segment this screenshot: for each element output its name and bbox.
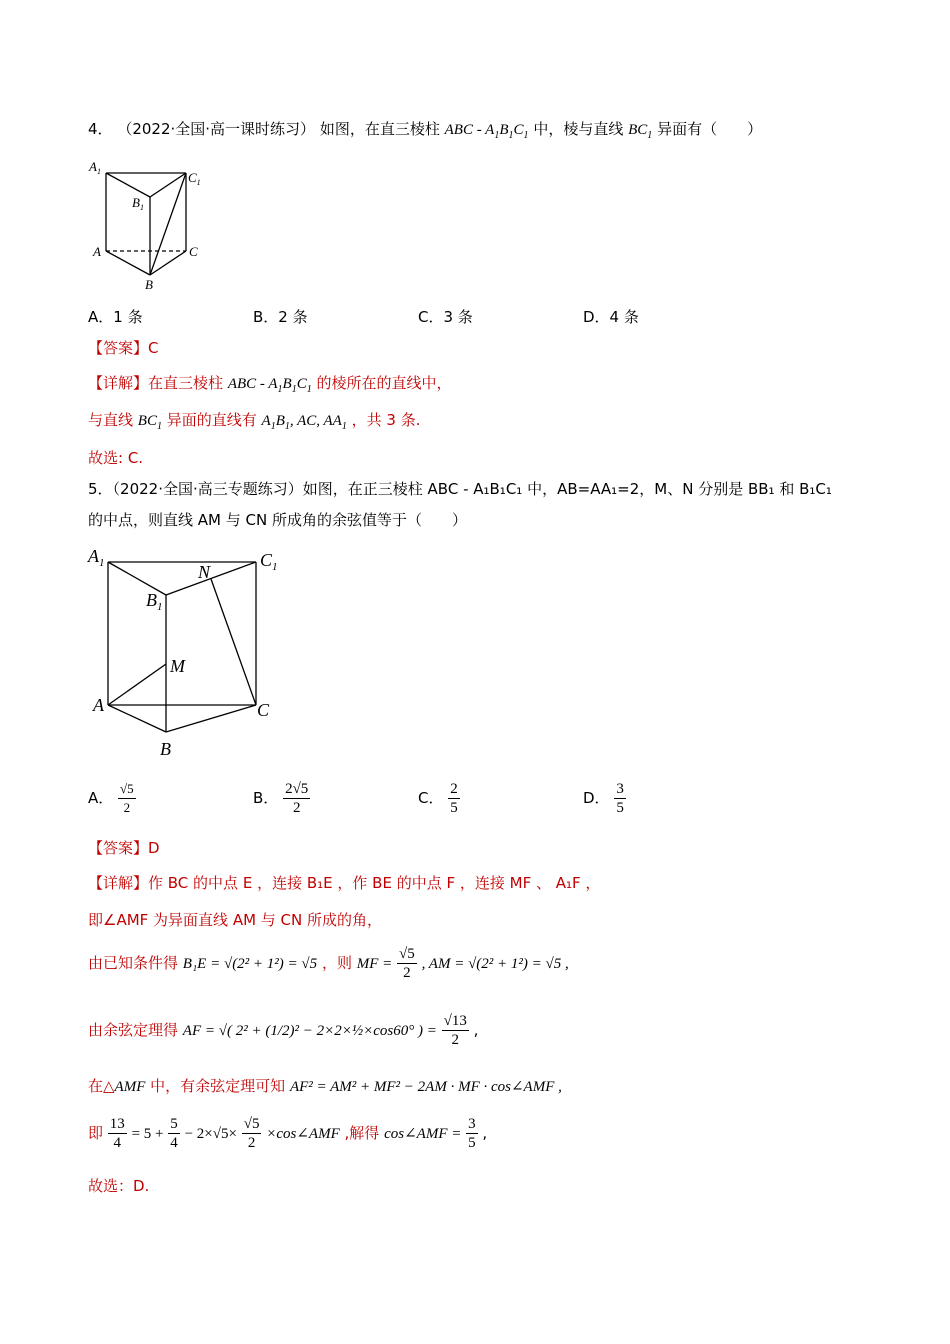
q4-option-a[interactable]: A．1 条 <box>88 308 143 326</box>
label-B: B <box>160 739 171 759</box>
q5-answer: 【答案】D <box>88 839 160 857</box>
q5-option-c[interactable]: C． $\frac{2}{5}$ <box>418 781 458 816</box>
q4-answer: 【答案】C <box>88 339 159 357</box>
q4-stem: 4． （2022·全国·高一课时练习） 如图，在直三棱柱 ABC - $A_1B_1C_1$ 中，棱与直线 $BC_1$ 异面有（ ） <box>88 120 763 141</box>
q4-prism-figure <box>86 155 216 295</box>
q4-number: 4． <box>88 120 113 138</box>
q5-detail-6: 即 $\frac{13}{4}$ = 5 + $\frac{5}{4}$ − 2×√5× $\frac{√5}{2}$ ×cos∠AMF ,解得 cos∠AMF = $\frac{3}{5}$ , <box>88 1116 488 1151</box>
q4-option-d[interactable]: D．4 条 <box>583 308 639 326</box>
label-B1: $B_1$ <box>132 195 144 212</box>
q4-detail-1: 【详解】在直三棱柱 ABC - $A_1B_1C_1$ 的棱所在的直线中， <box>88 374 452 395</box>
q5-stem-2: 的中点，则直线 AM 与 CN 所成角的余弦值等于（ ） <box>88 511 467 529</box>
label-A1: $A_1$ <box>89 159 101 176</box>
q5-detail-4: 由余弦定理得 AF = √( 2² + (1/2)² − 2×2×½×cos60° ) = $\frac{√13}{2}$ , <box>88 1013 479 1048</box>
q5-detail-1: 【详解】作 BC 的中点 E ，连接 B₁E ，作 BE 的中点 F ，连接 MF 、 A₁F ， <box>88 874 601 892</box>
label-C: C <box>189 244 198 259</box>
label-C1: $C_1$ <box>260 550 278 573</box>
q5-prism-figure <box>86 540 296 765</box>
q4-choose: 故选: C. <box>88 449 144 467</box>
label-A: A <box>93 695 104 715</box>
label-A: A <box>93 244 101 259</box>
q5-option-d[interactable]: D． $\frac{3}{5}$ <box>583 781 624 816</box>
q4-option-c[interactable]: C．3 条 <box>418 308 473 326</box>
q4-option-b[interactable]: B．2 条 <box>253 308 308 326</box>
q5-stem-1: 5．（2022·全国·高三专题练习）如图，在正三棱柱 ABC - A₁B₁C₁ 中，AB=AA₁=2，M、N 分别是 BB₁ 和 B₁C₁ <box>88 480 832 498</box>
label-M: M <box>170 656 185 676</box>
q5-option-a[interactable]: A． $\frac{√5}{2}$ <box>88 781 134 815</box>
label-N: N <box>198 562 211 582</box>
label-C: C <box>257 700 270 720</box>
q5-detail-2: 即∠AMF 为异面直线 AM 与 CN 所成的角， <box>88 911 383 929</box>
q4-source: （2022·全国·高一课时练习） <box>117 120 316 138</box>
label-B1: $B_1$ <box>146 590 163 613</box>
q5-detail-3: 由已知条件得 B₁E = √(2² + 1²) = √5 ，则 MF = $\frac{√5}{2}$ , AM = √(2² + 1²) = √5 , <box>88 946 569 981</box>
q5-detail-5: 在△AMF 中，有余弦定理可知 AF² = AM² + MF² − 2AM · MF · cos∠AMF , <box>88 1077 562 1095</box>
label-C1: $C_1$ <box>188 170 201 187</box>
q5-option-b[interactable]: B． $\frac{2√5}{2}$ <box>253 781 309 816</box>
q5-choose: 故选：D. <box>88 1177 150 1195</box>
q4-detail-2: 与直线 $BC_1$ 异面的直线有 $A_1B_1$, AC, $AA_1$ ，共 3 条. <box>88 411 421 432</box>
label-A1: $A_1$ <box>88 546 105 569</box>
label-B: B <box>145 277 153 292</box>
